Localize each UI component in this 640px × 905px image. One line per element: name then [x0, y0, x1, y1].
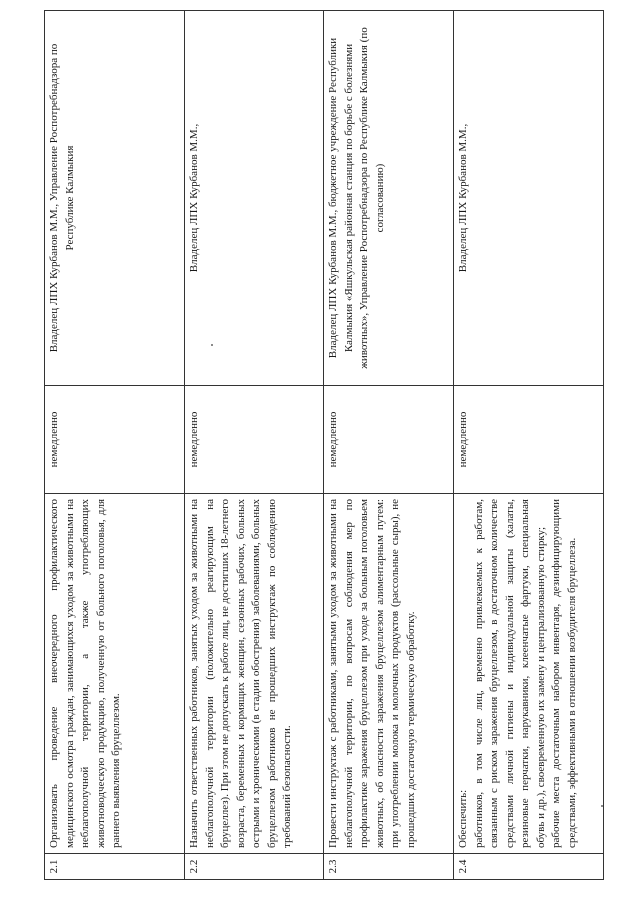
- task-text: Провести инструктаж с работниками, занятыми уходом за животными на неблагополучной территории, по вопросам соблюдения мер по профилактике заражения бруцеллезом при уходе за больным поголовьем животных, об опасности заражения бруцеллезом алиментарным путем: при употреблении молока и молочных продуктов (рассольные сыры), не прошедших достаточную термическую обработку.: [324, 494, 454, 854]
- task-item: работников, в том числе лиц, временно привлекаемых к работам, связанным с риском заражения бруцеллезом, в достаточном количестве средствами личной гигиены и индивидуальной защиты (халаты, резиновые перчатки, нарукавники, клеенчатые фартуки, специальная обувь и др.), своевременную их замену и централизованную стирку;: [472, 499, 547, 848]
- row-number: 2.3: [324, 854, 454, 880]
- task-item: рабочие места достаточным набором инвентаря, дезинфицирующими средствами, эффективными в отношении возбудителя бруцеллеза.: [550, 499, 578, 848]
- table-row: [324, 11, 454, 880]
- deadline-text: немедленно: [185, 386, 324, 494]
- table-row: [185, 11, 324, 880]
- task-text: [454, 494, 604, 854]
- scan-speck: [211, 344, 213, 346]
- responsible-text: Владелец ЛПХ Курбанов М.М.,: [185, 11, 324, 386]
- task-text: Организовать проведение внеочередного профилактического медицинского осмотра граждан, занимающихся уходом за животными на неблагополучной территории, а также употребляющих животноводческую продукцию, полученную от больного поголовья, для раннего выявления бруцеллезом.: [45, 494, 185, 854]
- deadline-text: немедленно: [454, 386, 604, 494]
- row-number: 2.4: [454, 854, 604, 880]
- table-row: [454, 11, 604, 880]
- table-row: [45, 11, 185, 880]
- responsible-text: Владелец ЛПХ Курбанов М.М., бюджетное учреждение Республики Калмыкия «Яшкульская районная станция по борьбе с болезнями животных», Управление Роспотребнадзора по Республике Калмыкия (по согласованию): [324, 11, 454, 386]
- rotated-table-wrapper: [44, 10, 604, 880]
- scan-speck: [601, 805, 603, 807]
- task-intro: Обеспечить:: [457, 789, 469, 848]
- row-number: 2.2: [185, 854, 324, 880]
- row-number: 2.1: [45, 854, 185, 880]
- task-text: Назначить ответственных работников, занятых уходом за животными на неблагополучной территории (положительно реагирующим на бруцеллез). При этом не допускать к работе лиц, не достигших 18-летнего возраста, беременных и кормящих женщин, сезонных рабочих, больных острыми и хроническими (в стадии обострения) заболеваниями, больных бруцеллезом работников не прошедших инструктаж по соблюдению требований безопасности.: [185, 494, 324, 854]
- measures-table: [44, 10, 604, 880]
- responsible-text: Владелец ЛПХ Курбанов М.М., Управление Роспотребнадзора по Республике Калмыкия: [45, 11, 185, 386]
- deadline-text: немедленно: [45, 386, 185, 494]
- responsible-text: Владелец ЛПХ Курбанов М.М.,: [454, 11, 604, 386]
- deadline-text: немедленно: [324, 386, 454, 494]
